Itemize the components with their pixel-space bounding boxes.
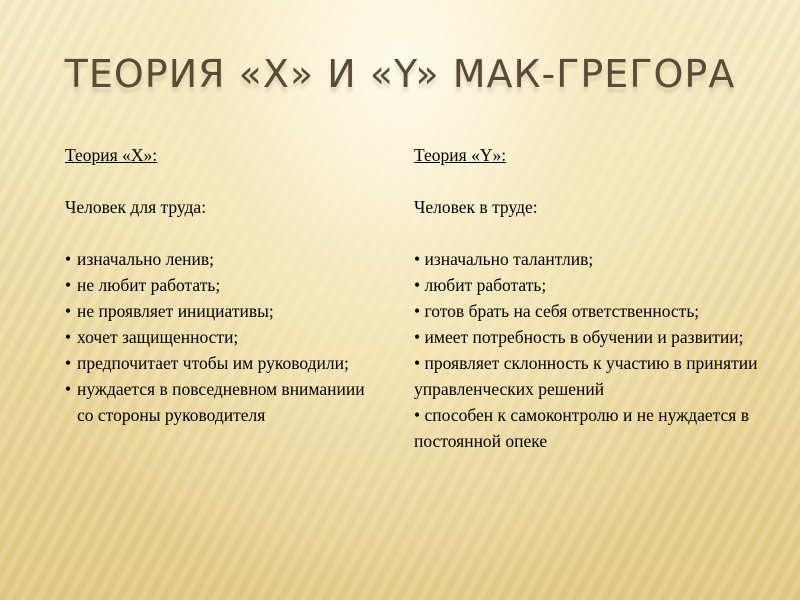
theory-x-column bbox=[65, 142, 375, 428]
theory-y-list bbox=[414, 246, 759, 454]
list-item: • любит работать; bbox=[414, 275, 547, 295]
theory-x-heading: Теория «X»: bbox=[65, 145, 158, 165]
theory-y-subheading: Человек в труде: bbox=[414, 197, 538, 217]
list-item: • готов брать на себя ответственность; bbox=[414, 301, 700, 321]
theory-y-heading: Теория «Y»: bbox=[414, 145, 507, 165]
theory-x-list bbox=[65, 246, 375, 428]
list-item: • нуждается в повседневном вниманиии со стороны руководителя bbox=[65, 376, 375, 428]
list-item: • способен к самоконтролю и не нуждается в постоянной опеке bbox=[414, 405, 749, 451]
theory-x-subheading: Человек для труда: bbox=[65, 197, 207, 217]
list-item: • имеет потребность в обучении и развитии; bbox=[414, 327, 744, 347]
list-item: • не любит работать; bbox=[65, 272, 375, 298]
theory-y-column bbox=[414, 142, 759, 454]
list-item: • не проявляет инициативы; bbox=[65, 298, 375, 324]
list-item: • изначально талантлив; bbox=[414, 249, 594, 269]
slide-title: ТЕОРИЯ «Х» И «Y» МАК-ГРЕГОРА bbox=[64, 52, 736, 96]
list-item: • проявляет склонность к участию в принятии управленческих решений bbox=[414, 353, 758, 399]
list-item: • хочет защищенности; bbox=[65, 324, 375, 350]
list-item: • предпочитает чтобы им руководили; bbox=[65, 350, 375, 376]
list-item: • изначально ленив; bbox=[65, 246, 375, 272]
